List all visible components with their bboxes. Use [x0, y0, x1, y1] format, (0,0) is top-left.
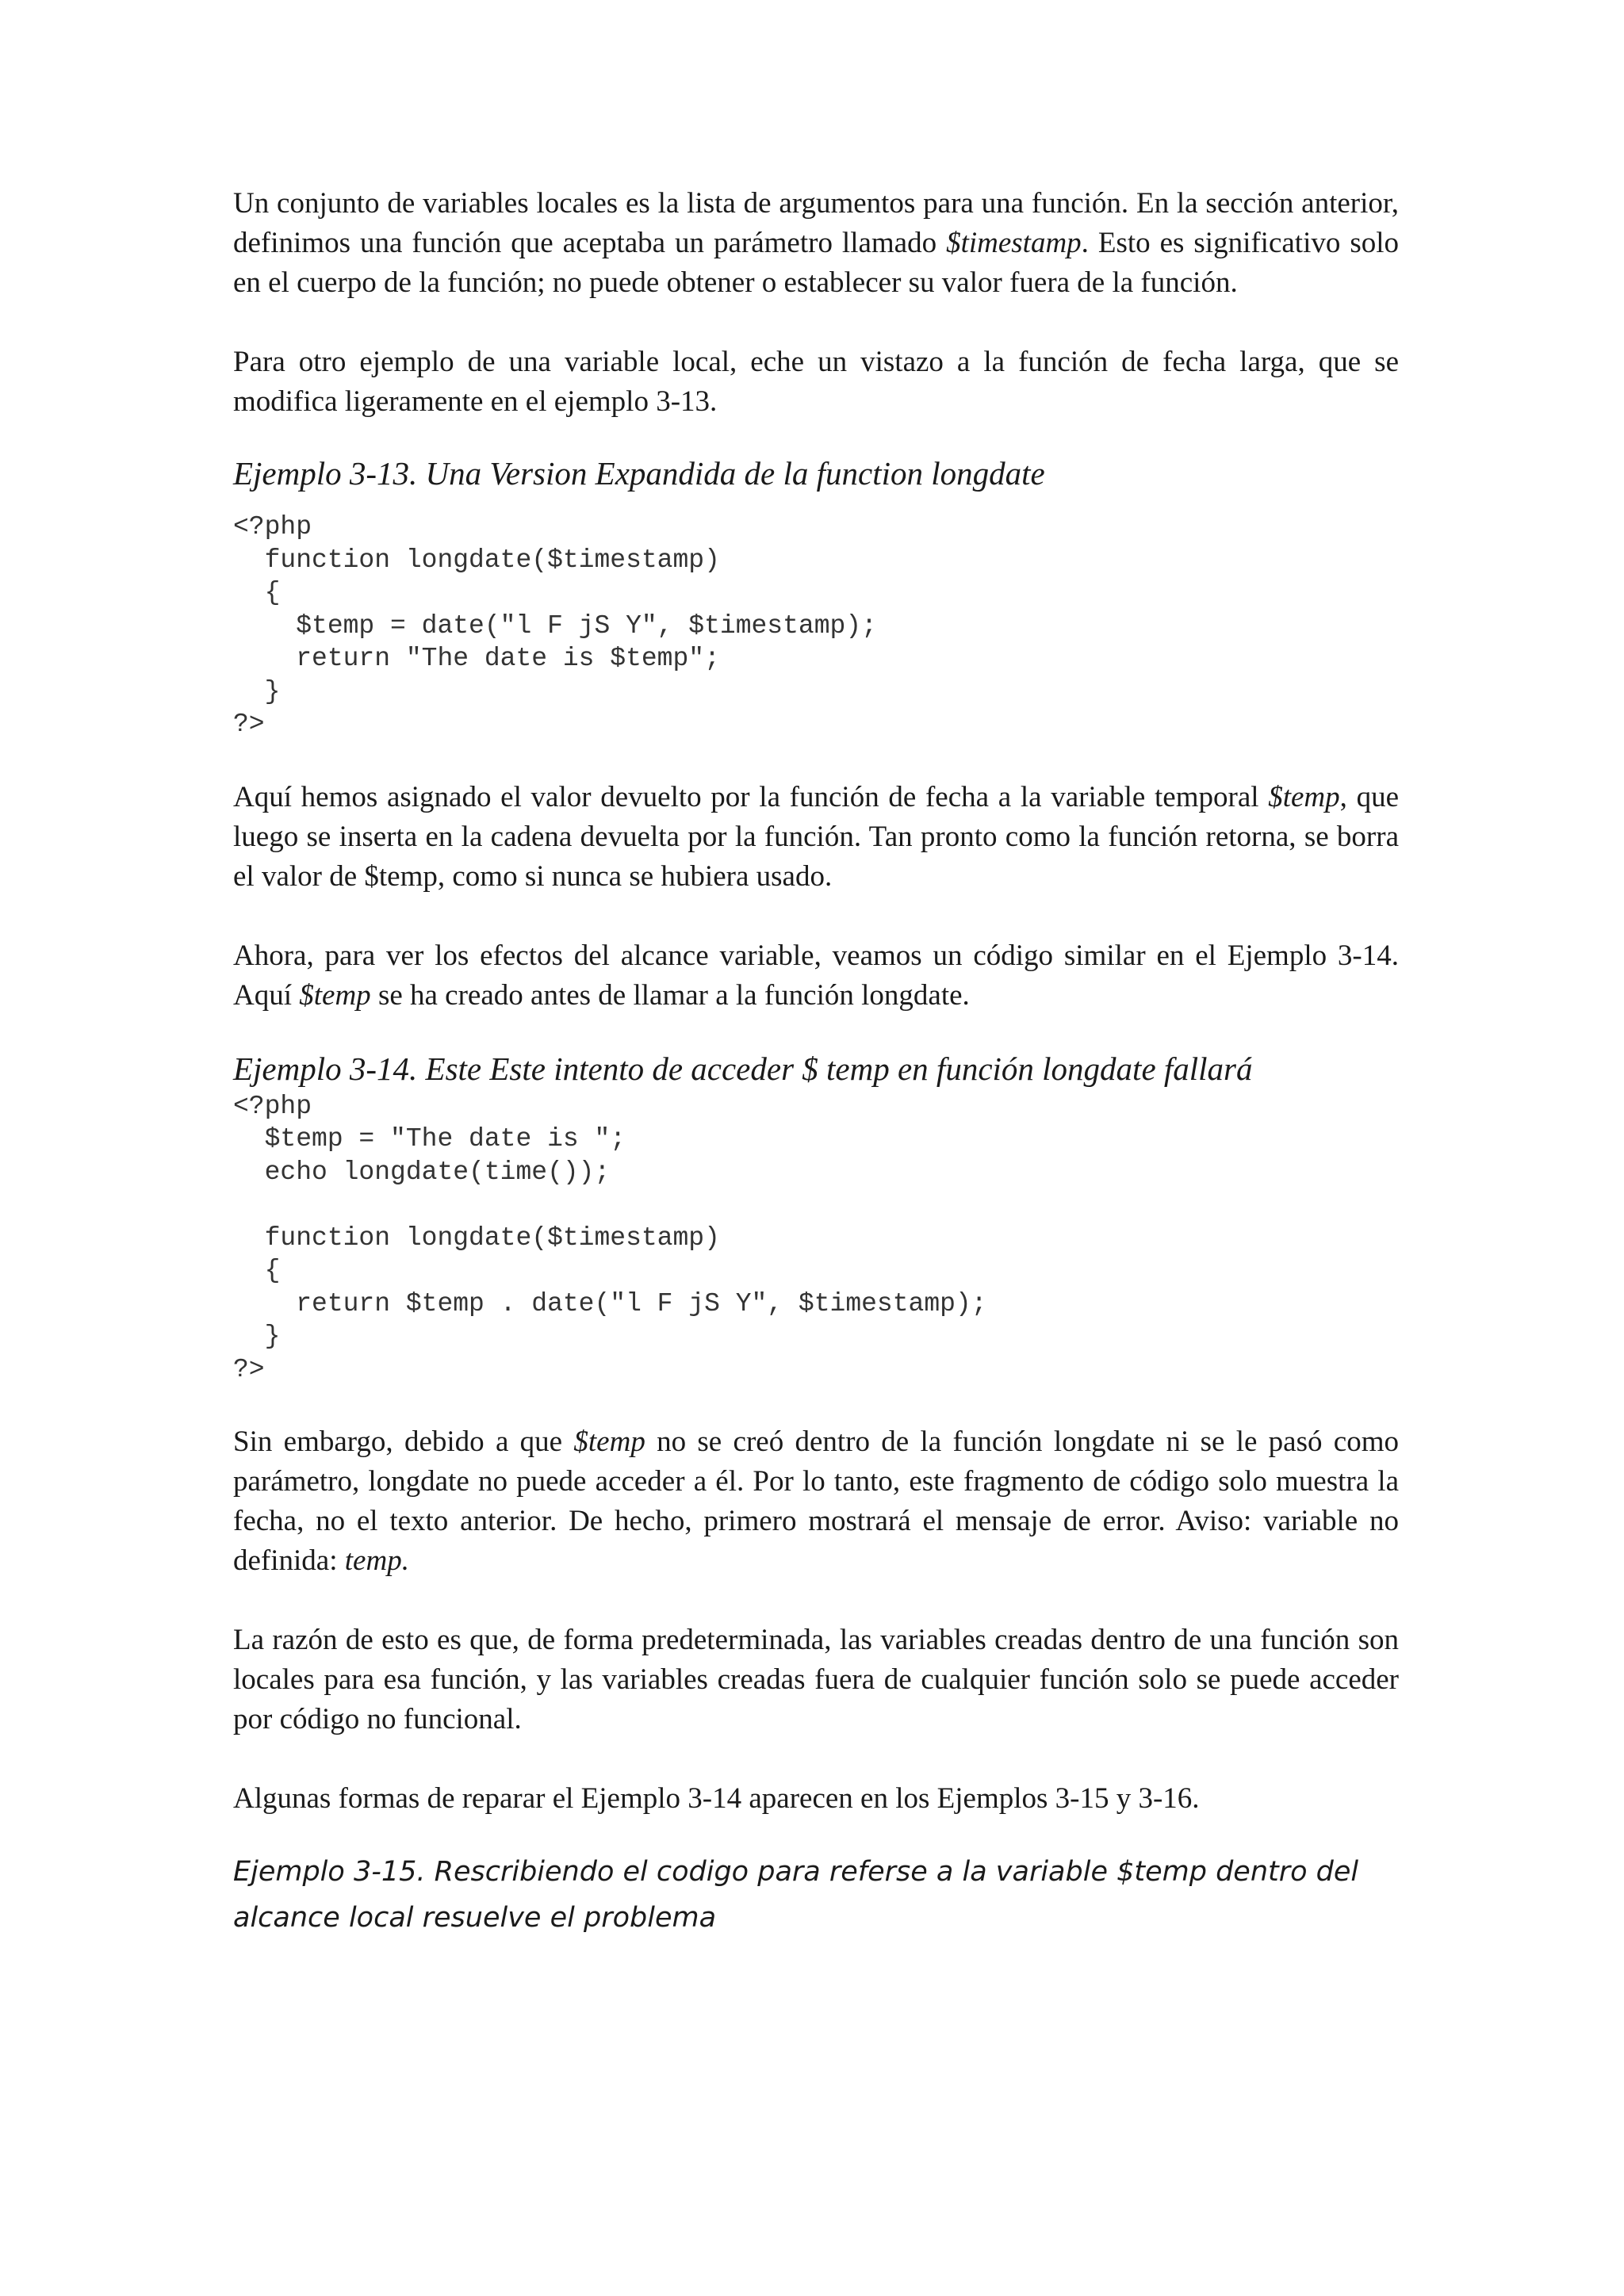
example-3-14-title: Ejemplo 3-14. Este Este intento de acceder $ temp en función longdate fallará: [233, 1050, 1253, 1087]
paragraph-temp-assigned: [233, 778, 1399, 897]
paragraph-emphasis: $timestamp: [946, 227, 1082, 259]
paragraph-text: no se creó dentro de la función longdate ni se le pasó como parámetro, longdate no puede acceder a él. Por lo tanto, este fragmento de código solo muestra la fecha, no el texto anterior. De hecho, primero mostrará el mensaje de error. Aviso: variable no definida:: [233, 1425, 1399, 1577]
example-3-13-title: Ejemplo 3-13. Una Version Expandida de la function longdate: [233, 455, 1045, 492]
paragraph-text: , que luego se inserta en la cadena devuelta por la función. Tan pronto como la función retorna, se borra el valor de $temp, como si nunca se hubiera usado.: [233, 780, 1399, 893]
paragraph-fixes: Algunas formas de reparar el Ejemplo 3-14 aparecen en los Ejemplos 3-15 y 3-16.: [233, 1782, 1200, 1815]
paragraph-emphasis: temp.: [344, 1544, 409, 1577]
paragraph-local-variables: [233, 184, 1399, 303]
example-3-13-code: <?php function longdate($timestamp) { $temp = date("l F jS Y", $timestamp); return "The date is $temp"; } ?>: [233, 512, 877, 739]
paragraph-text: . Esto es significativo solo en el cuerpo de la función; no puede obtener o establecer su valor fuera de la función.: [233, 227, 1399, 299]
paragraph-emphasis: $temp: [299, 978, 371, 1012]
paragraph-scope-effects: [233, 936, 1399, 1016]
paragraph-emphasis: $temp: [1268, 780, 1340, 813]
paragraph-text: se ha creado antes de llamar a la función longdate.: [370, 978, 970, 1012]
paragraph-text: Un conjunto de variables locales es la lista de argumentos para una función. En la sección anterior, definimos una función que aceptaba un parámetro llamado: [233, 187, 1399, 259]
paragraph-text: Sin embargo, debido a que: [233, 1425, 574, 1458]
example-3-14-code: <?php $temp = "The date is "; echo longdate(time()); function longdate($timestamp) { return $temp . date("l F jS Y", $timestamp); } ?>: [233, 1091, 987, 1384]
paragraph-text: Aquí hemos asignado el valor devuelto por la función de fecha a la variable temporal: [233, 780, 1269, 813]
paragraph-another-example: Para otro ejemplo de una variable local, eche un vistazo a la función de fecha larga, que se modifica ligeramente en el ejemplo 3-13.: [233, 346, 1399, 418]
paragraph-text: Ahora, para ver los efectos del alcance variable, veamos un código similar en el Ejemplo 3-14. Aquí: [233, 939, 1399, 1012]
paragraph-reason: La razón de esto es que, de forma predeterminada, las variables creadas dentro de una función son locales para esa función, y las variables creadas fuera de cualquier función solo se puede acceder por código no funcional.: [233, 1624, 1399, 1735]
example-3-15-title: Ejemplo 3-15. Rescribiendo el codigo para referse a la variable $temp dentro del alcance local resuelve el problema: [233, 1856, 1359, 1934]
paragraph-however: [233, 1422, 1399, 1581]
page-content: [233, 184, 1399, 1941]
paragraph-emphasis: $temp: [573, 1425, 645, 1458]
